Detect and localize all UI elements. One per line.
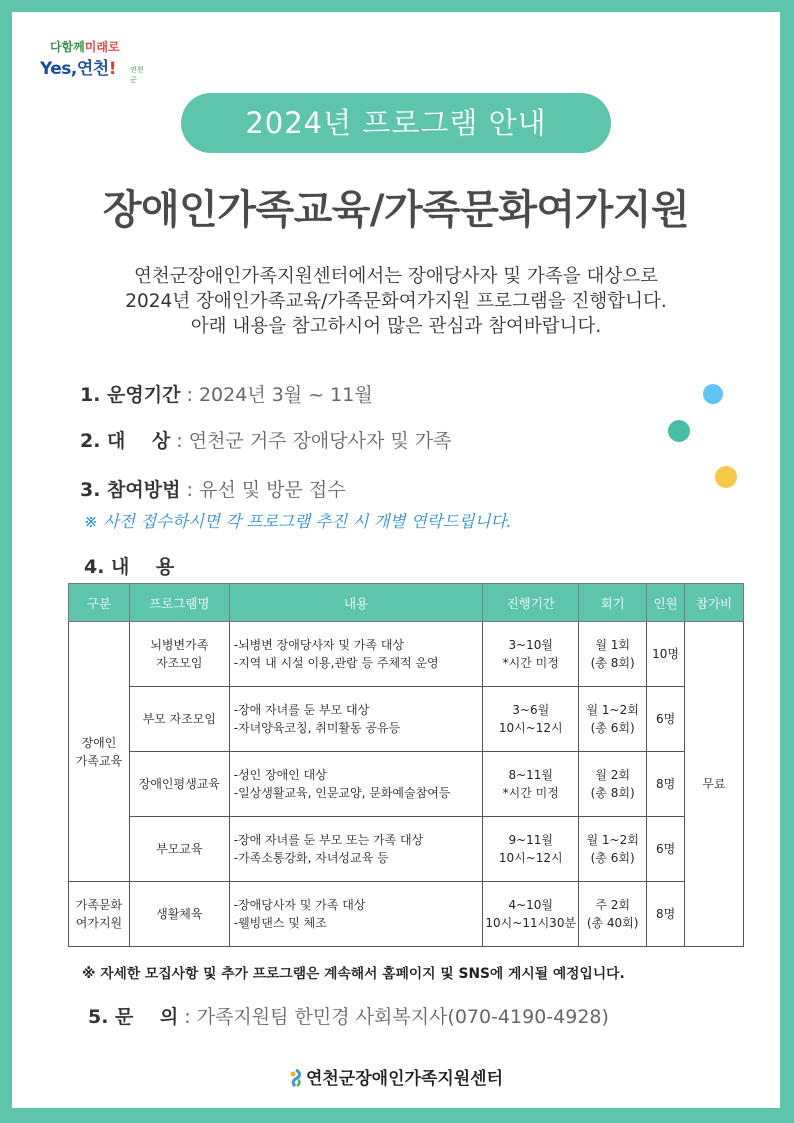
fee-cell: 무료 <box>685 622 744 947</box>
program-table <box>68 583 744 947</box>
table-row <box>69 687 744 752</box>
item-content: 4. 내 용 <box>84 556 175 578</box>
program-sessions: 월 2회 (총 8회) <box>579 752 647 817</box>
table-row <box>69 882 744 947</box>
header-sessions: 회기 <box>579 584 647 622</box>
program-sessions: 월 1~2회 (총 6회) <box>579 817 647 882</box>
header-program: 프로그램명 <box>129 584 229 622</box>
poster-sheet <box>12 12 780 1108</box>
footnote: ※ 자세한 모집사항 및 추가 프로그램은 계속해서 홈페이지 및 SNS에 게시될 예정입니다. <box>82 966 625 982</box>
center-mark-icon <box>289 1069 303 1087</box>
program-sessions: 월 1~2회 (총 6회) <box>579 687 647 752</box>
yeoncheon-logo: 다함께미래로 Yes,연천! 연천군 <box>40 40 144 84</box>
item-contact: 5. 문 의 : 가족지원팀 한민경 사회복지사(070-4190-4928) <box>88 1006 609 1028</box>
group-cell: 장애인 가족교육 <box>69 622 130 882</box>
table-header-row <box>69 584 744 622</box>
center-name-text: 연천군장애인가족지원센터 <box>305 1069 504 1089</box>
program-period: 8~11월 *시간 미정 <box>483 752 579 817</box>
program-name: 뇌병변가족 자조모임 <box>129 622 229 687</box>
program-sessions: 주 2회 (총 40회) <box>579 882 647 947</box>
program-period: 3~6월 10시~12시 <box>483 687 579 752</box>
table-row <box>69 817 744 882</box>
program-desc: -장애당사자 및 가족 대상 -웰빙댄스 및 체조 <box>229 882 483 947</box>
program-name: 장애인평생교육 <box>129 752 229 817</box>
program-people: 10명 <box>647 622 685 687</box>
program-period: 9~11월 10시~12시 <box>483 817 579 882</box>
program-people: 6명 <box>647 687 685 752</box>
item-period: 1. 운영기간 : 2024년 3월 ~ 11월 <box>80 384 373 406</box>
group-cell: 가족문화 여가지원 <box>69 882 130 947</box>
decor-dot-teal <box>668 420 690 442</box>
registration-note: ※ 사전 접수하시면 각 프로그램 추진 시 개별 연락드립니다. <box>84 512 512 531</box>
program-name: 생활체육 <box>129 882 229 947</box>
item-target: 2. 대 상 : 연천군 거주 장애당사자 및 가족 <box>80 430 452 452</box>
header-fee: 참가비 <box>685 584 744 622</box>
program-people: 6명 <box>647 817 685 882</box>
header-period: 진행기간 <box>483 584 579 622</box>
program-desc: -장애 자녀를 둔 부모 또는 가족 대상 -가족소통강화, 자녀성교육 등 <box>229 817 483 882</box>
decor-dot-yellow <box>715 466 737 488</box>
table-row <box>69 622 744 687</box>
page-title: 장애인가족교육/가족문화여가지원 <box>102 187 690 233</box>
program-period: 4~10월 10시~11시30분 <box>483 882 579 947</box>
decor-dot-blue <box>703 384 723 404</box>
header-people: 인원 <box>647 584 685 622</box>
program-people: 8명 <box>647 882 685 947</box>
program-sessions: 월 1회 (총 8회) <box>579 622 647 687</box>
header-category: 구분 <box>69 584 130 622</box>
item-method: 3. 참여방법 : 유선 및 방문 접수 <box>80 479 346 501</box>
program-name: 부모교육 <box>129 817 229 882</box>
table-row <box>69 752 744 817</box>
center-logo <box>12 1064 780 1089</box>
program-period: 3~10월 *시간 미정 <box>483 622 579 687</box>
program-name: 부모 자조모임 <box>129 687 229 752</box>
program-desc: -뇌병변 장애당사자 및 가족 대상 -지역 내 시설 이용,관람 등 주체적 운영 <box>229 622 483 687</box>
program-desc: -장애 자녀를 둔 부모 대상 -자녀양육코칭, 취미활동 공유등 <box>229 687 483 752</box>
header-content: 내용 <box>229 584 483 622</box>
intro-paragraph: 연천군장애인가족지원센터에서는 장애당사자 및 가족을 대상으로 2024년 장애인가족교육/가족문화여가지원 프로그램을 진행합니다. 아래 내용을 참고하시어 많은 관심과 참여바랍니다. <box>125 266 667 337</box>
program-desc: -성인 장애인 대상 -일상생활교육, 인문교양, 문화예술참여등 <box>229 752 483 817</box>
banner-title: 2024년 프로그램 안내 <box>181 93 611 153</box>
program-people: 8명 <box>647 752 685 817</box>
